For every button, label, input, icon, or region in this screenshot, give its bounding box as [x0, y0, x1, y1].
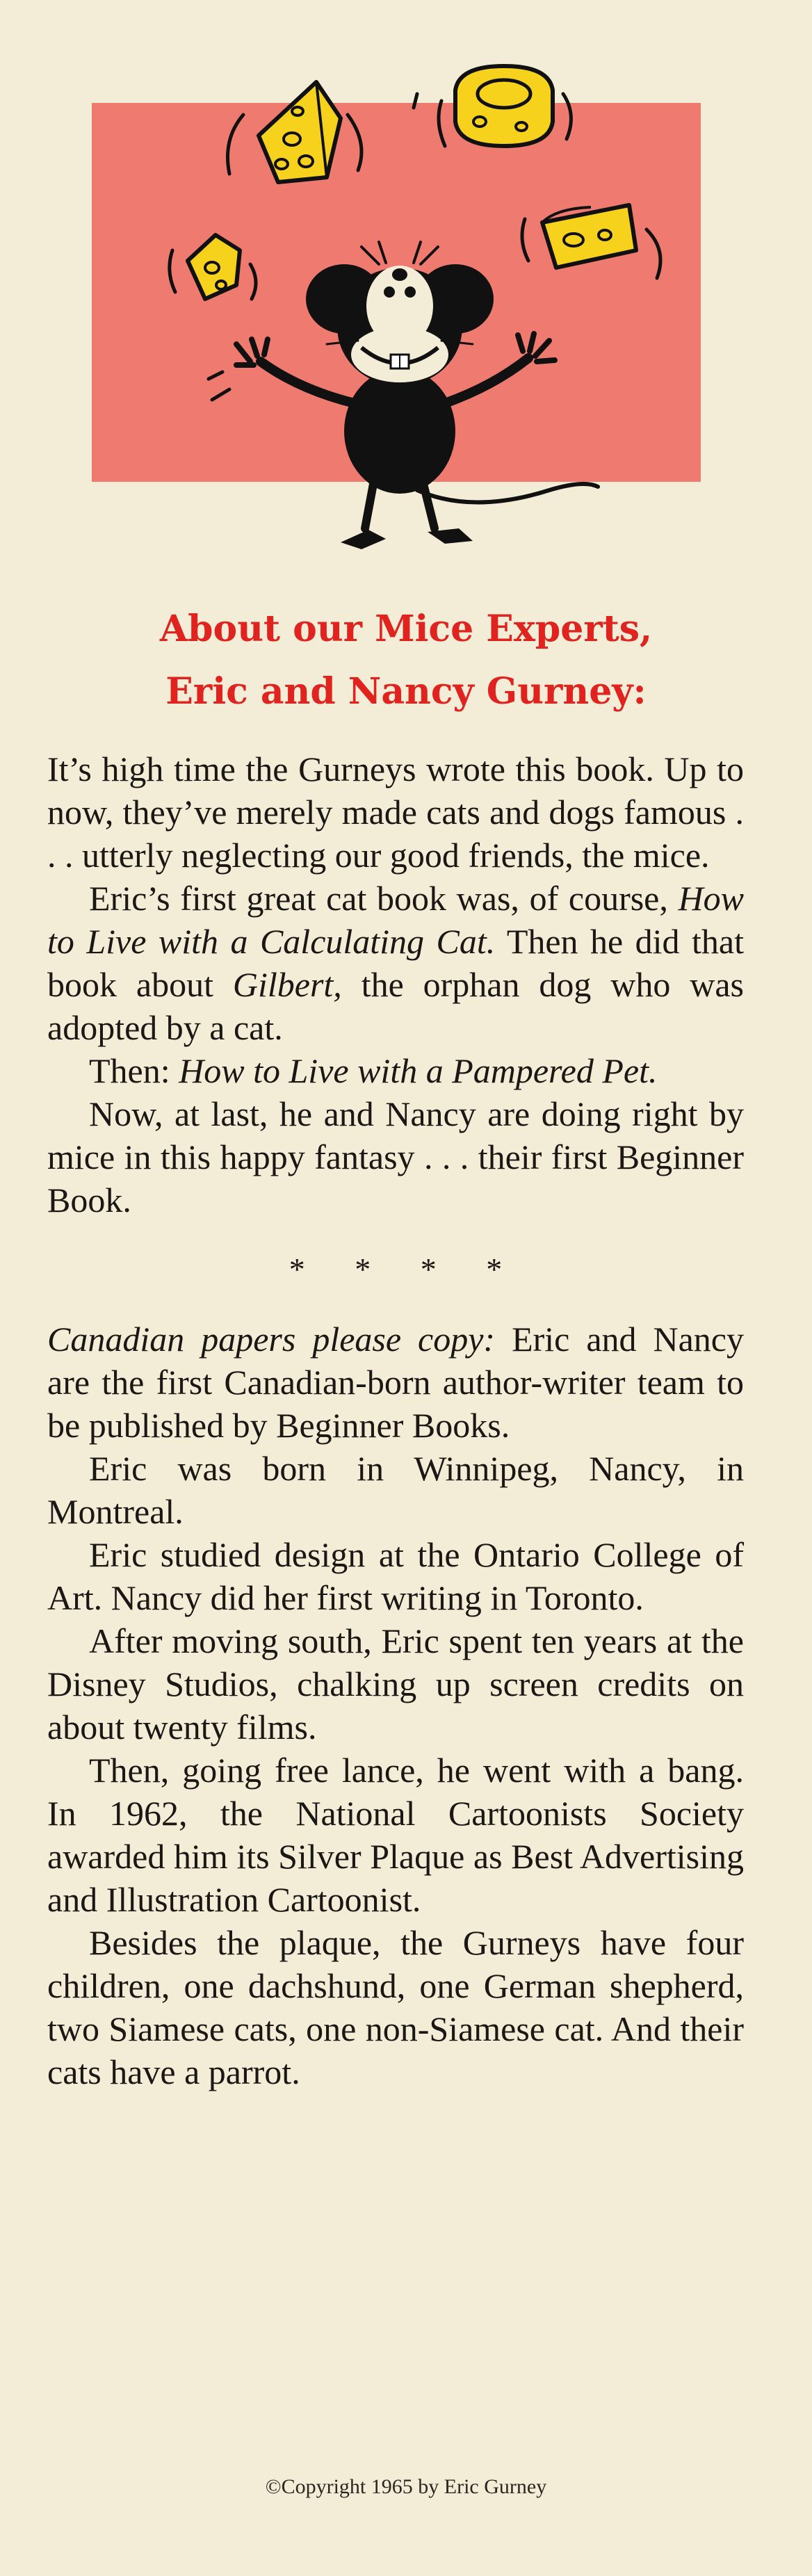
paragraph-intro: It’s high time the Gurneys wrote this book. Up to now, they’ve merely made cats and dogs famous . . . utterly neglecting our good friends, the mice.	[47, 750, 744, 875]
book-title-gilbert: Gilbert,	[232, 965, 342, 1004]
mouse-juggling-cheese-icon	[0, 0, 812, 598]
paragraph-canadian	[47, 1318, 744, 1447]
paragraph-education: Eric studied design at the Ontario College of Art. Nancy did her first writing in Toronto.	[47, 1535, 744, 1617]
paragraph-cat-book-part-a: Eric’s first great cat book was, of course,	[89, 879, 679, 918]
section-divider-stars: * * * *	[289, 1251, 503, 1287]
paragraph-cat-book	[47, 877, 744, 1049]
cheese-wedge-left	[259, 82, 341, 182]
paragraph-family: Besides the plaque, the Gurneys have four children, one dachshund, one German shepherd, two Siamese cats, one non-Siamese cat. And their cats have a parrot.	[47, 1923, 744, 2091]
paragraph-beginner-book: Now, at last, he and Nancy are doing right by mice in this happy fantasy . . . their first Beginner Book.	[47, 1094, 744, 1220]
paragraph-canadian-lead: Canadian papers please copy:	[47, 1320, 496, 1359]
paragraph-cat-book-part-b: Then he did that book about	[47, 922, 744, 1004]
paragraph-birthplaces: Eric was born in Winnipeg, Nancy, in Montreal.	[47, 1449, 744, 1531]
paragraph-disney: After moving south, Eric spent ten years at the Disney Studios, chalking up screen credits on about twenty films.	[47, 1621, 744, 1747]
heading-line-1: About our Mice Experts,	[159, 608, 653, 650]
paragraph-pampered-pet-lead: Then:	[89, 1051, 179, 1090]
paragraph-cat-book-part-c: the orphan dog who was adopted by a cat.	[47, 965, 744, 1047]
mouse-juggling-cheese-illustration	[0, 0, 812, 598]
paragraph-free-lance: Then, going free lance, he went with a bang. In 1962, the National Cartoonists Society awarded him its Silver Plaque as Best Advertising and Illustration Cartoonist.	[47, 1751, 744, 1919]
heading-line-2: Eric and Nancy Gurney:	[165, 670, 647, 713]
book-title-calculating-cat: How to Live with a Calculating Cat.	[47, 879, 744, 961]
heading	[0, 598, 812, 723]
paragraph-pampered-pet	[47, 1049, 744, 1092]
book-title-pampered-pet: How to Live with a Pampered Pet.	[179, 1051, 658, 1090]
paragraph-canadian-rest: Eric and Nancy are the first Canadian-born author-writer team to be published by Beginner Books.	[47, 1320, 744, 1445]
cheese-wheel-top	[455, 66, 553, 146]
copyright-notice: ©Copyright 1965 by Eric Gurney	[265, 2475, 547, 2498]
biography-text	[47, 747, 744, 2093]
